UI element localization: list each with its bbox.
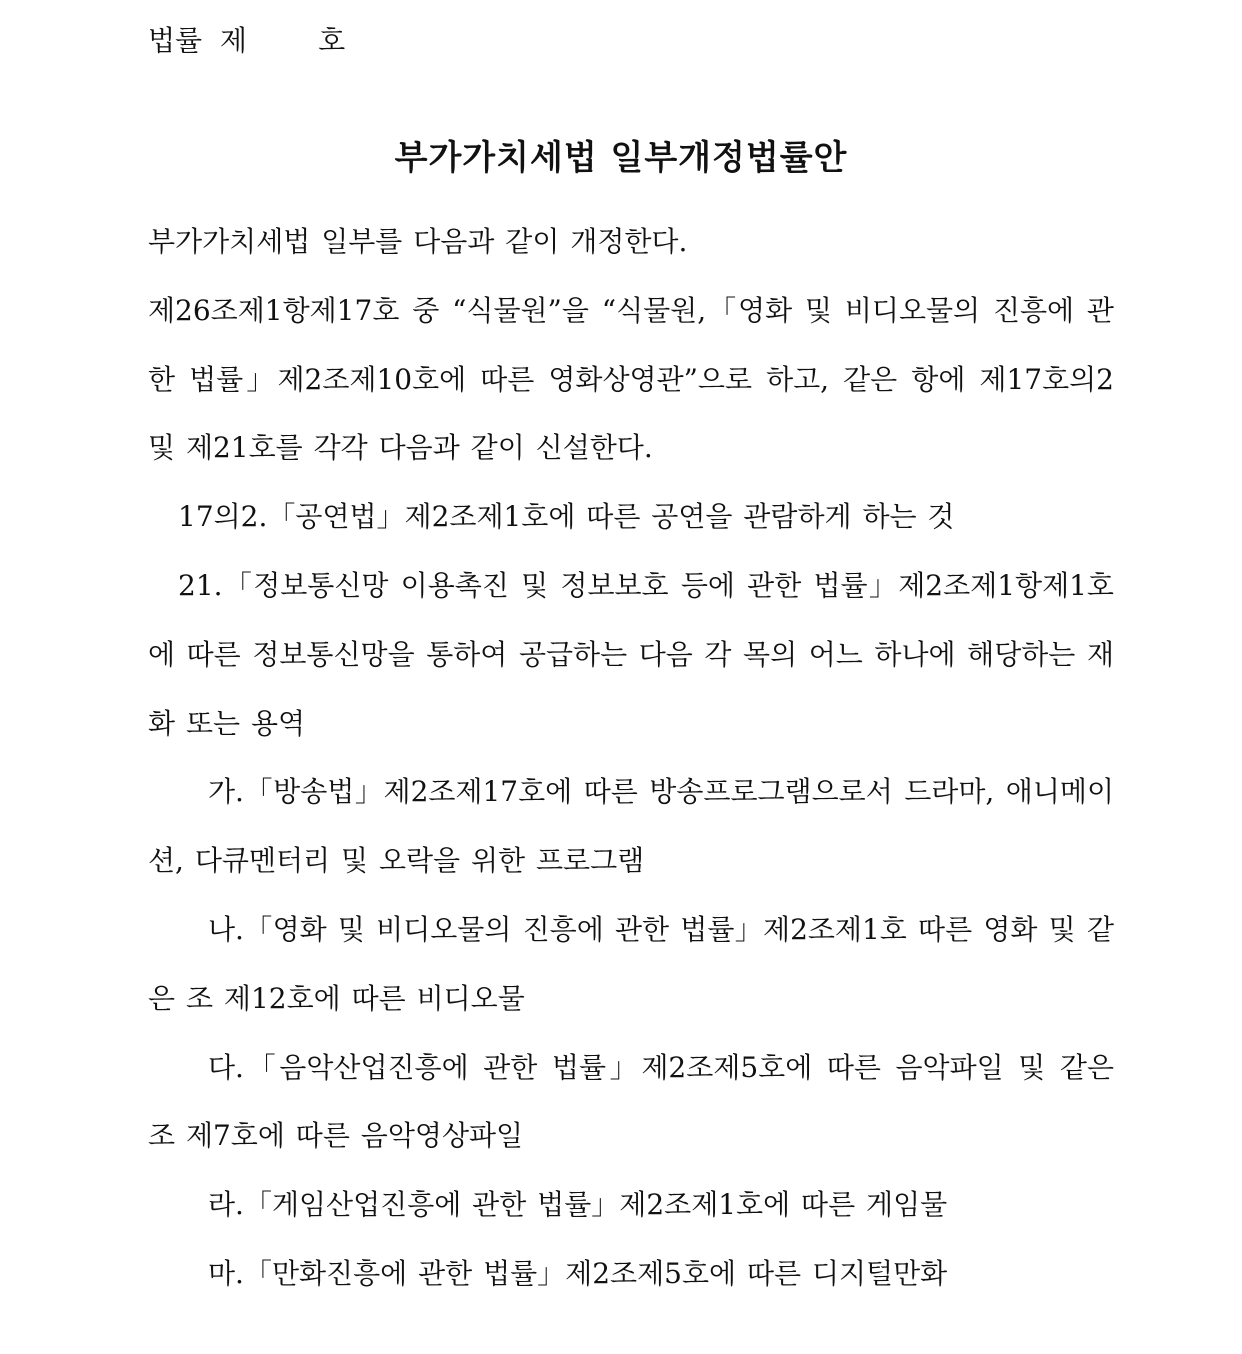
paragraph-amendment: 제26조제1항제17호 중 “식물원”을 “식물원,「영화 및 비디오물의 진흥에 관한 법률」제2조제10호에 따른 영화상영관”으로 하고, 같은 항에 제17호의2 및 제21호를 각각 다음과 같이 신설한다. bbox=[148, 293, 1114, 465]
paragraph-item-17-2: 17의2.「공연법」제2조제1호에 따른 공연을 관람하게 하는 것 bbox=[178, 500, 955, 534]
paragraph-subitem-ra: 라.「게임산업진흥에 관한 법률」제2조제1호에 따른 게임물 bbox=[208, 1188, 948, 1222]
paragraph-subitem-na: 나.「영화 및 비디오물의 진흥에 관한 법률」제2조제1호 따른 영화 및 같은 조 제12호에 따른 비디오물 bbox=[148, 912, 1114, 1015]
paragraph-subitem-ma: 마.「만화진흥에 관한 법률」제2조제5호에 따른 디지털만화 bbox=[208, 1256, 948, 1290]
paragraph-subitem-da: 다.「음악산업진흥에 관한 법률」제2조제5호에 따른 음악파일 및 같은 조 제7호에 따른 음악영상파일 bbox=[148, 1050, 1114, 1153]
document-body bbox=[148, 208, 1114, 1309]
document-title: 부가가치세법 일부개정법률안 bbox=[394, 138, 848, 178]
paragraph-item-21: 21.「정보통신망 이용촉진 및 정보보호 등에 관한 법률」제2조제1항제1호에 따른 정보통신망을 통하여 공급하는 다음 각 목의 어느 하나에 해당하는 재화 또는 용역 bbox=[148, 568, 1114, 740]
paragraph-intro: 부가가치세법 일부를 다음과 같이 개정한다. bbox=[148, 225, 688, 258]
paragraph-subitem-ga: 가.「방송법」제2조제17호에 따른 방송프로그램으로서 드라마, 애니메이션, 다큐멘터리 및 오락을 위한 프로그램 bbox=[148, 775, 1114, 878]
bill-number: 법률 제 호 bbox=[148, 24, 346, 57]
